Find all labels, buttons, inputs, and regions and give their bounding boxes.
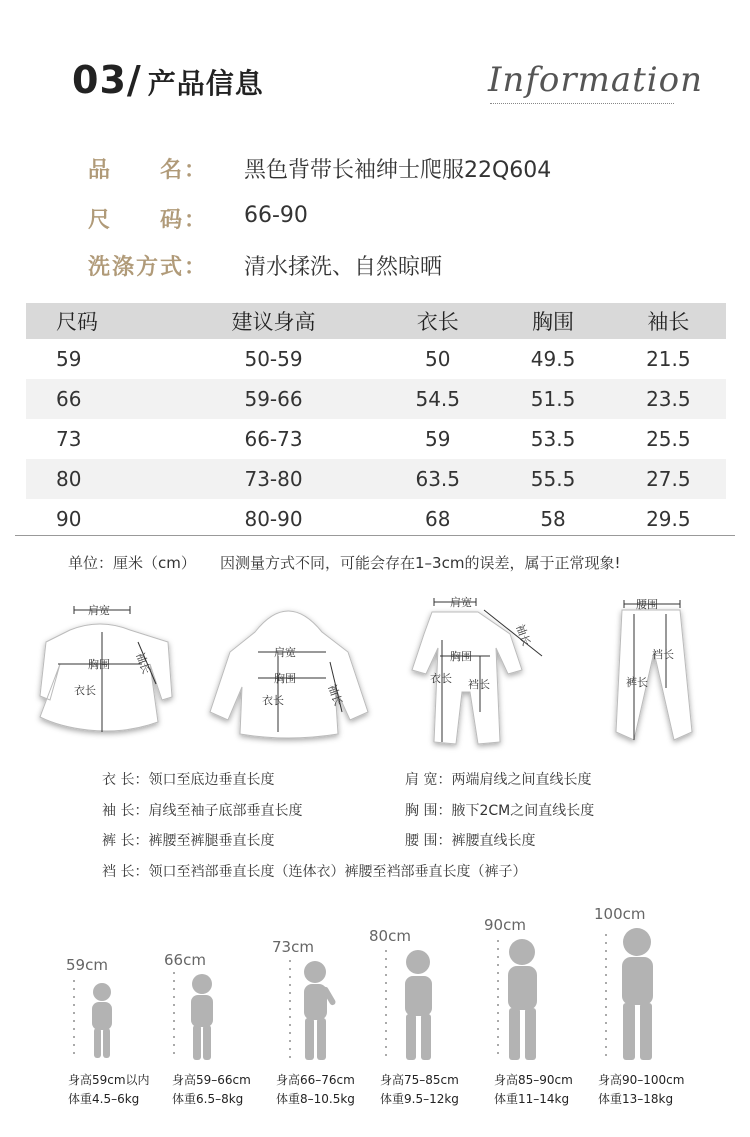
height-caption — [68, 1071, 150, 1109]
section-heading: 产品信息 — [147, 67, 264, 100]
table-cell: 27.5 — [611, 459, 726, 499]
label-shoulder: 肩宽 — [274, 646, 296, 659]
table-header-cell: 袖长 — [611, 303, 726, 339]
label-sleeve: 袖长 — [133, 650, 153, 676]
table-row — [26, 459, 726, 499]
child-silhouette-73 — [304, 961, 337, 1060]
table-row — [26, 499, 726, 539]
name-label: 品 名： — [88, 158, 209, 183]
height-label: 73cm — [272, 938, 314, 956]
unit-note: 单位：厘米（cm） — [68, 554, 196, 572]
table-cell: 90 — [56, 507, 82, 531]
height-caption — [598, 1071, 684, 1109]
definition-text: 领口至裆部垂直长度（连体衣）裤腰至裆部垂直长度（裤子） — [148, 864, 527, 880]
height-caption — [172, 1071, 251, 1109]
caption-height: 身高59cm以内 — [68, 1073, 150, 1087]
definition-item — [405, 800, 594, 820]
caption-height: 身高75–85cm — [380, 1073, 459, 1087]
definition-item — [405, 769, 591, 789]
child-silhouette-59 — [92, 983, 112, 1058]
table-cell: 25.5 — [646, 427, 691, 451]
label-chest: 胸围 — [88, 658, 110, 671]
child-silhouette-80 — [405, 950, 432, 1060]
table-header-cell: 尺码 — [26, 303, 167, 339]
caption-weight: 体重8–10.5kg — [276, 1092, 355, 1106]
romper-diagram — [412, 612, 522, 744]
measurement-diagrams — [30, 592, 730, 757]
script-title: Information — [488, 60, 704, 100]
definition-key: 肩 宽： — [405, 772, 452, 788]
table-cell: 21.5 — [646, 347, 691, 371]
size-label: 尺 码： — [88, 208, 209, 233]
table-row — [26, 419, 726, 459]
height-label: 66cm — [164, 951, 206, 969]
table-cell: 50 — [425, 347, 451, 371]
definition-key: 裤 长： — [102, 833, 149, 849]
table-cell: 54.5 — [380, 379, 495, 419]
label-sleeve: 袖长 — [325, 682, 345, 708]
table-cell: 73 — [56, 427, 82, 451]
size-table — [26, 303, 726, 539]
table-cell: 63.5 — [380, 459, 495, 499]
label-length: 衣长 — [74, 684, 96, 697]
section-title — [72, 58, 264, 102]
table-cell: 49.5 — [530, 347, 576, 371]
caption-height: 身高66–76cm — [276, 1073, 355, 1087]
caption-height: 身高85–90cm — [494, 1073, 573, 1087]
name-value: 黑色背带长袖绅士爬服22Q604 — [244, 158, 552, 183]
table-cell: 55.5 — [495, 459, 610, 499]
height-caption — [380, 1071, 459, 1109]
section-number: 03/ — [72, 58, 142, 102]
definition-key: 衣 长： — [102, 772, 149, 788]
table-header-cell: 胸围 — [495, 303, 610, 339]
definition-item — [102, 800, 302, 820]
caption-weight: 体重13–18kg — [598, 1092, 674, 1106]
table-cell: 59 — [425, 427, 451, 451]
table-header-cell: 衣长 — [380, 303, 495, 339]
label-length: 衣长 — [430, 672, 452, 685]
table-cell: 66 — [26, 379, 167, 419]
definition-text: 领口至底边垂直长度 — [148, 772, 275, 788]
measure-note: 因测量方式不同，可能会存在1–3cm的误差，属于正常现象! — [220, 554, 621, 572]
definition-key: 袖 长： — [102, 803, 149, 819]
table-header-row — [26, 303, 726, 339]
height-caption — [494, 1071, 573, 1109]
definition-key: 裆 长： — [102, 864, 149, 880]
caption-weight: 体重9.5–12kg — [380, 1092, 459, 1106]
caption-weight: 体重4.5–6kg — [68, 1092, 140, 1106]
size-value: 66-90 — [244, 203, 308, 228]
child-silhouette-100 — [622, 928, 653, 1060]
wash-value: 清水揉洗、自然晾晒 — [244, 255, 443, 280]
title-underline — [490, 103, 674, 104]
dress-diagram — [40, 624, 172, 731]
table-cell: 66-73 — [244, 427, 303, 451]
height-label: 59cm — [66, 956, 108, 974]
table-cell: 50-59 — [244, 347, 303, 371]
table-row — [26, 339, 726, 379]
definition-item — [102, 830, 274, 850]
label-waist: 腰围 — [636, 598, 658, 611]
definition-text: 腋下2CM之间直线长度 — [451, 803, 595, 819]
definition-item — [405, 830, 535, 850]
table-cell: 80-90 — [244, 507, 303, 531]
pants-diagram — [616, 610, 692, 740]
height-label: 80cm — [369, 927, 411, 945]
caption-height: 身高59–66cm — [172, 1073, 251, 1087]
height-caption — [276, 1071, 355, 1109]
definition-text: 裤腰直线长度 — [451, 833, 536, 849]
definition-item — [102, 861, 526, 881]
table-cell: 68 — [425, 507, 451, 531]
table-row — [26, 379, 726, 419]
label-shoulder: 肩宽 — [88, 604, 110, 617]
definition-key: 胸 围： — [405, 803, 452, 819]
label-chest: 胸围 — [450, 650, 472, 663]
child-silhouette-90 — [508, 939, 537, 1060]
height-chart — [40, 900, 720, 1070]
height-label: 90cm — [484, 916, 526, 934]
table-cell: 29.5 — [646, 507, 691, 531]
divider — [15, 535, 735, 536]
table-cell: 58 — [540, 507, 566, 531]
caption-height: 身高90–100cm — [598, 1073, 685, 1087]
caption-weight: 体重6.5–8kg — [172, 1092, 244, 1106]
definition-text: 肩线至袖子底部垂直长度 — [148, 803, 303, 819]
table-cell: 51.5 — [495, 379, 610, 419]
table-cell: 59-66 — [167, 379, 380, 419]
definition-key: 腰 围： — [405, 833, 452, 849]
table-cell: 53.5 — [530, 427, 576, 451]
label-inseam: 裆长 — [652, 648, 674, 661]
label-sleeve: 袖长 — [513, 622, 533, 648]
label-chest: 胸围 — [274, 672, 296, 685]
definition-text: 两端肩线之间直线长度 — [451, 772, 592, 788]
table-header-cell: 建议身高 — [167, 303, 380, 339]
definition-item — [102, 769, 274, 789]
caption-weight: 体重11–14kg — [494, 1092, 570, 1106]
table-cell: 23.5 — [611, 379, 726, 419]
height-label: 100cm — [594, 905, 646, 923]
wash-label: 洗涤方式： — [88, 255, 209, 280]
table-cell: 59 — [56, 347, 82, 371]
definition-text: 裤腰至裤腿垂直长度 — [148, 833, 275, 849]
label-length: 衣长 — [262, 694, 284, 707]
label-inseam: 裆长 — [468, 678, 490, 691]
table-cell: 80 — [26, 459, 167, 499]
child-silhouette-66 — [191, 974, 213, 1060]
label-pants-length: 裤长 — [626, 676, 648, 689]
label-shoulder: 肩宽 — [450, 596, 472, 609]
table-cell: 73-80 — [167, 459, 380, 499]
